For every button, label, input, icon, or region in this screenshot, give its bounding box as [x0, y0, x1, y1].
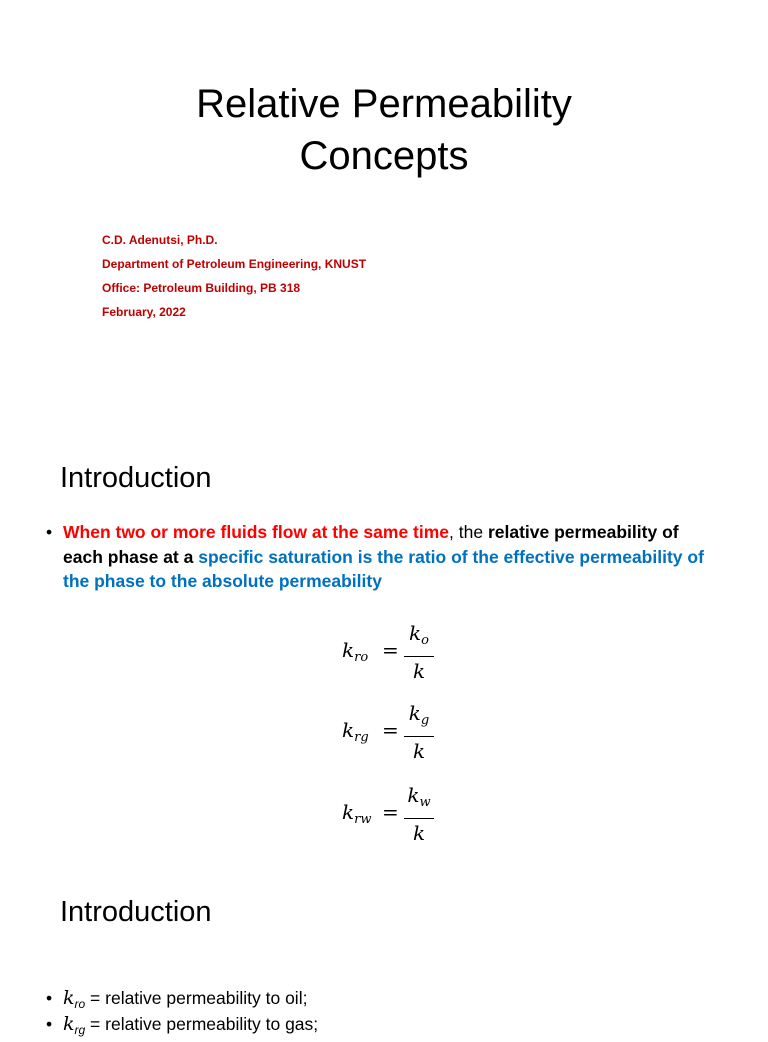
equation-fraction — [404, 700, 434, 763]
equation-lhs-subscript: rg — [354, 730, 369, 745]
slide-title — [0, 78, 768, 182]
definition-description: = relative permeability to oil; — [85, 988, 308, 1008]
fraction-numerator — [404, 782, 434, 816]
equals-sign: = — [382, 638, 399, 662]
author-office: Office: Petroleum Building, PB 318 — [102, 281, 301, 295]
introduction-definitions-slide — [0, 860, 768, 1037]
definition-description: = relative permeability to gas; — [85, 1014, 319, 1034]
bullet-text — [46, 520, 716, 594]
slide-title-line2: Concepts — [299, 134, 469, 178]
fraction-denominator: k — [412, 739, 426, 763]
definition-subscript: ro — [74, 997, 86, 1011]
title-slide — [0, 0, 768, 430]
author-name: C.D. Adenutsi, Ph.D. — [102, 233, 218, 247]
definition-item-krg — [46, 1012, 318, 1042]
numerator-subscript: g — [420, 713, 430, 728]
bullet-red-text: When two or more fluids flow at the same time — [63, 522, 450, 542]
equals-sign: = — [382, 718, 399, 742]
definition-symbol: k — [63, 987, 75, 1009]
definition-subscript: rg — [74, 1023, 86, 1037]
author-block — [102, 228, 366, 324]
slide-heading: Introduction — [60, 896, 212, 928]
equation-lhs-subscript: ro — [354, 650, 369, 665]
equation-lhs-symbol: k — [342, 718, 355, 742]
author-department: Department of Petroleum Engineering, KNUST — [102, 257, 367, 271]
slide-title-line1: Relative Permeability — [196, 82, 572, 126]
equation-lhs-subscript: rw — [354, 812, 372, 827]
fraction-bar — [404, 818, 434, 819]
introduction-slide — [0, 430, 768, 860]
equation-lhs-symbol: k — [342, 638, 355, 662]
fraction-denominator: k — [412, 821, 426, 845]
equation-lhs — [342, 800, 371, 827]
equals-sign: = — [382, 800, 399, 824]
numerator-subscript: o — [421, 633, 429, 648]
fraction-denominator: k — [412, 659, 426, 683]
definition-bullet — [46, 520, 716, 594]
numerator-symbol: k — [408, 701, 421, 725]
equation-lhs-symbol: k — [342, 800, 355, 824]
equation-fraction — [404, 620, 434, 683]
slide-heading: Introduction — [60, 462, 212, 494]
definition-symbol: k — [63, 1013, 75, 1035]
fraction-numerator — [404, 700, 434, 734]
definition-text — [46, 1012, 318, 1042]
equation-lhs — [342, 638, 368, 665]
fraction-numerator — [404, 620, 434, 654]
bullet-icon: • — [46, 988, 53, 1008]
bullet-icon: • — [46, 1014, 53, 1034]
numerator-subscript: w — [419, 795, 431, 810]
numerator-symbol: k — [409, 621, 422, 645]
fraction-bar — [404, 656, 434, 657]
numerator-symbol: k — [407, 783, 420, 807]
presentation-date: February, 2022 — [102, 305, 186, 319]
bullet-blue-text: specific saturation is the ratio of the effective permeability of the phase to the absolute permeability — [63, 546, 704, 591]
equation-fraction — [404, 782, 434, 845]
equation-lhs — [342, 718, 369, 745]
bullet-icon: • — [46, 522, 53, 542]
bullet-bold-text: relative permeability of each phase at a — [63, 522, 679, 567]
fraction-bar — [404, 736, 434, 737]
bullet-connector-text: , the — [449, 522, 488, 542]
